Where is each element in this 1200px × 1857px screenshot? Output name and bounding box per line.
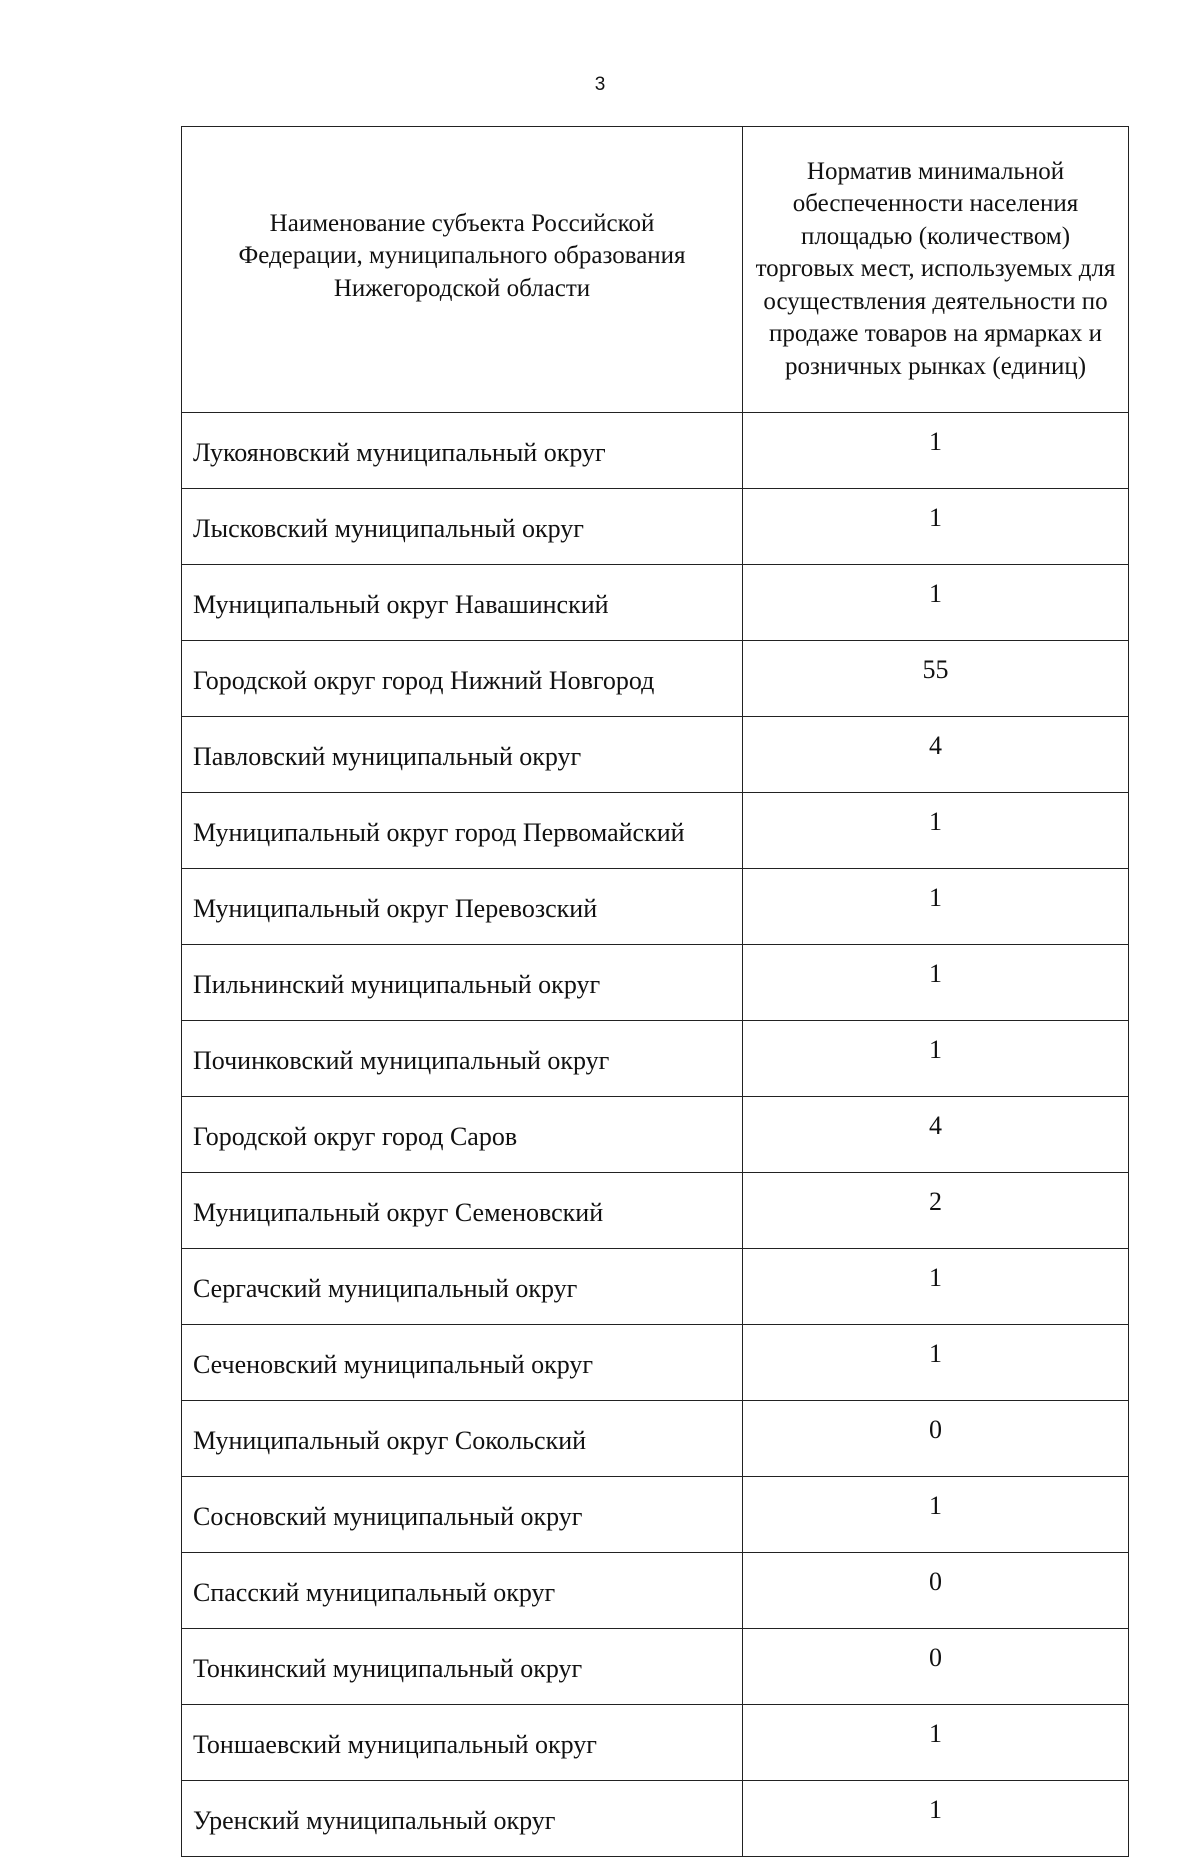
table-row <box>182 1401 1129 1477</box>
municipality-name: Починковский муниципальный округ <box>182 1021 743 1097</box>
table-row <box>182 945 1129 1021</box>
municipality-name: Муниципальный округ город Первомайский <box>182 793 743 869</box>
norm-value: 2 <box>743 1173 1129 1249</box>
table-row <box>182 1173 1129 1249</box>
norm-value: 1 <box>743 945 1129 1021</box>
header-name-column: Наименование субъекта Российской Федерации, муниципального образования Нижегородской области <box>182 127 743 413</box>
municipality-name: Муниципальный округ Сокольский <box>182 1401 743 1477</box>
table-body <box>182 413 1129 1857</box>
table-row <box>182 565 1129 641</box>
norm-value: 1 <box>743 869 1129 945</box>
norm-value: 0 <box>743 1629 1129 1705</box>
norm-value: 1 <box>743 793 1129 869</box>
municipality-name: Тонкинский муниципальный округ <box>182 1629 743 1705</box>
table-row <box>182 1021 1129 1097</box>
table-row <box>182 1477 1129 1553</box>
table-row <box>182 1629 1129 1705</box>
norm-value: 1 <box>743 1477 1129 1553</box>
table-row <box>182 1781 1129 1857</box>
norm-value: 4 <box>743 717 1129 793</box>
norm-value: 55 <box>743 641 1129 717</box>
table-row <box>182 489 1129 565</box>
municipality-name: Городской округ город Нижний Новгород <box>182 641 743 717</box>
norm-value: 1 <box>743 565 1129 641</box>
municipality-name: Сосновский муниципальный округ <box>182 1477 743 1553</box>
municipality-name: Муниципальный округ Перевозский <box>182 869 743 945</box>
table-row <box>182 1325 1129 1401</box>
table-header-row <box>182 127 1129 413</box>
norm-value: 1 <box>743 1325 1129 1401</box>
table-row <box>182 869 1129 945</box>
table-row <box>182 641 1129 717</box>
municipality-name: Уренский муниципальный округ <box>182 1781 743 1857</box>
norm-value: 0 <box>743 1401 1129 1477</box>
norm-value: 1 <box>743 489 1129 565</box>
table-row <box>182 717 1129 793</box>
norm-value: 0 <box>743 1553 1129 1629</box>
municipality-name: Тоншаевский муниципальный округ <box>182 1705 743 1781</box>
norm-value: 4 <box>743 1097 1129 1173</box>
norm-value: 1 <box>743 1021 1129 1097</box>
table-row <box>182 1249 1129 1325</box>
municipality-name: Спасский муниципальный округ <box>182 1553 743 1629</box>
municipality-name: Муниципальный округ Семеновский <box>182 1173 743 1249</box>
table-row <box>182 1097 1129 1173</box>
norm-value: 1 <box>743 413 1129 489</box>
municipality-name: Сеченовский муниципальный округ <box>182 1325 743 1401</box>
norms-table <box>181 126 1129 1857</box>
municipality-name: Лысковский муниципальный округ <box>182 489 743 565</box>
norm-value: 1 <box>743 1249 1129 1325</box>
table-row <box>182 1705 1129 1781</box>
municipality-name: Лукояновский муниципальный округ <box>182 413 743 489</box>
norm-value: 1 <box>743 1705 1129 1781</box>
municipality-name: Городской округ город Саров <box>182 1097 743 1173</box>
norm-value: 1 <box>743 1781 1129 1857</box>
municipality-name: Павловский муниципальный округ <box>182 717 743 793</box>
table-row <box>182 413 1129 489</box>
page-number: 3 <box>594 74 606 95</box>
municipality-name: Муниципальный округ Навашинский <box>182 565 743 641</box>
table-row <box>182 793 1129 869</box>
table-row <box>182 1553 1129 1629</box>
municipality-name: Пильнинский муниципальный округ <box>182 945 743 1021</box>
municipality-name: Сергачский муниципальный округ <box>182 1249 743 1325</box>
header-value-column: Норматив минимальной обеспеченности населения площадью (количеством) торговых мест, используемых для осуществления деятельности по продаже товаров на ярмарках и розничных рынках (единиц) <box>743 127 1129 413</box>
